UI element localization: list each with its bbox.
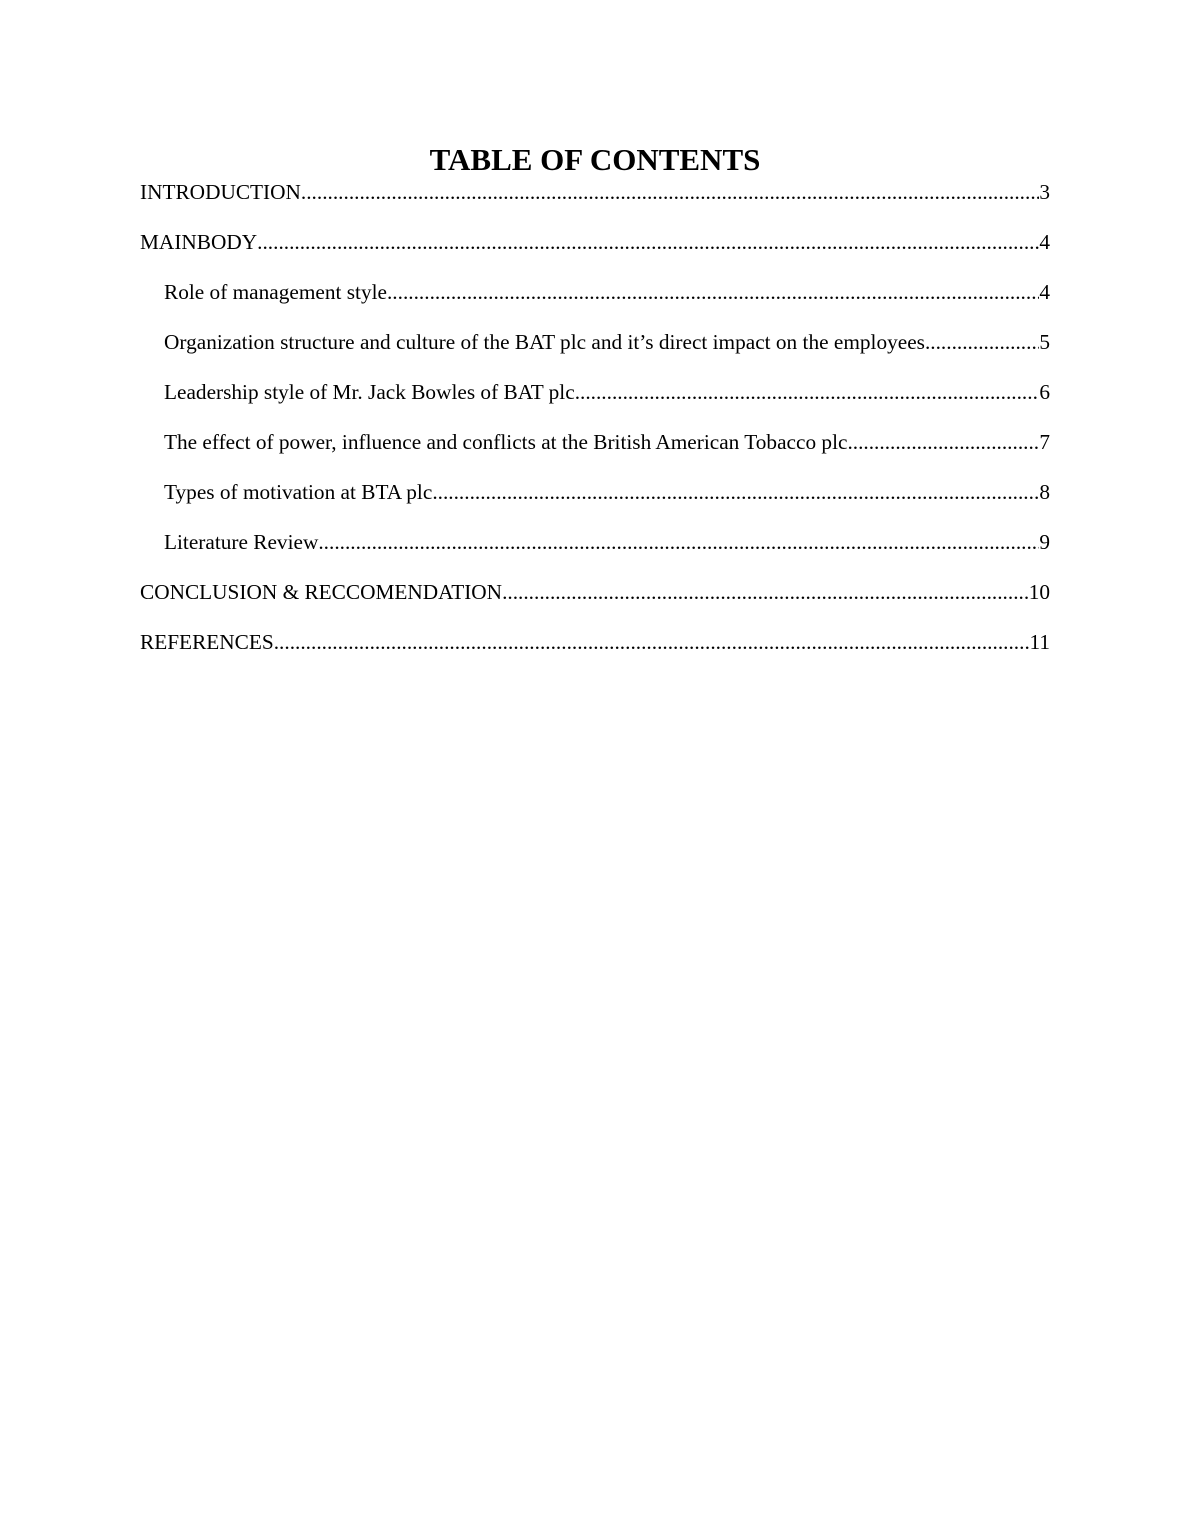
toc-entry-organization-structure[interactable]	[140, 326, 1050, 376]
toc-dot-leader	[387, 276, 1039, 308]
toc-dot-leader	[575, 376, 1040, 408]
toc-dot-leader	[257, 226, 1039, 258]
toc-page-number: 7	[1039, 430, 1050, 454]
toc-entry-label[interactable]: REFERENCES	[140, 630, 274, 654]
toc-page-number: 6	[1039, 380, 1050, 404]
toc-entry-label[interactable]: Literature Review	[164, 530, 319, 554]
toc-entry-label[interactable]: Leadership style of Mr. Jack Bowles of BAT plc	[164, 380, 575, 404]
toc-page-number: 4	[1039, 280, 1050, 304]
toc-title: TABLE OF CONTENTS	[429, 142, 761, 177]
toc-dot-leader	[318, 526, 1039, 558]
toc-entry-references[interactable]	[140, 626, 1050, 676]
toc-entry-label[interactable]: CONCLUSION & RECCOMENDATION	[140, 580, 503, 604]
toc-dot-leader	[301, 176, 1039, 208]
toc-page-number: 9	[1039, 530, 1050, 554]
toc-list	[140, 176, 1050, 676]
toc-entry-label[interactable]: The effect of power, influence and conflicts at the British American Tobacco plc	[164, 430, 848, 454]
toc-page-number: 11	[1029, 630, 1050, 654]
toc-entry-literature-review[interactable]	[140, 526, 1050, 576]
toc-page-number: 10	[1028, 580, 1050, 604]
toc-dot-leader	[432, 476, 1039, 508]
toc-entry-mainbody[interactable]	[140, 226, 1050, 276]
toc-entry-leadership-style[interactable]	[140, 376, 1050, 426]
toc-page-number: 4	[1039, 230, 1050, 254]
toc-dot-leader	[274, 626, 1030, 658]
toc-entry-label[interactable]: Role of management style	[164, 280, 387, 304]
toc-entry-label[interactable]: Organization structure and culture of the BAT plc and it’s direct impact on the employees	[164, 330, 925, 354]
toc-entry-introduction[interactable]	[140, 176, 1050, 226]
toc-entry-label[interactable]: INTRODUCTION	[140, 180, 301, 204]
toc-dot-leader	[502, 576, 1029, 608]
toc-entry-types-of-motivation[interactable]	[140, 476, 1050, 526]
toc-entry-label[interactable]: MAINBODY	[140, 230, 258, 254]
toc-entry-role-of-management-style[interactable]	[140, 276, 1050, 326]
toc-page-number: 8	[1039, 480, 1050, 504]
toc-dot-leader	[925, 326, 1039, 358]
toc-entry-effect-of-power[interactable]	[140, 426, 1050, 476]
toc-dot-leader	[847, 426, 1039, 458]
toc-entry-label[interactable]: Types of motivation at BTA plc	[164, 480, 433, 504]
toc-page-number: 5	[1039, 330, 1050, 354]
toc-page-number: 3	[1039, 180, 1050, 204]
toc-entry-conclusion[interactable]	[140, 576, 1050, 626]
